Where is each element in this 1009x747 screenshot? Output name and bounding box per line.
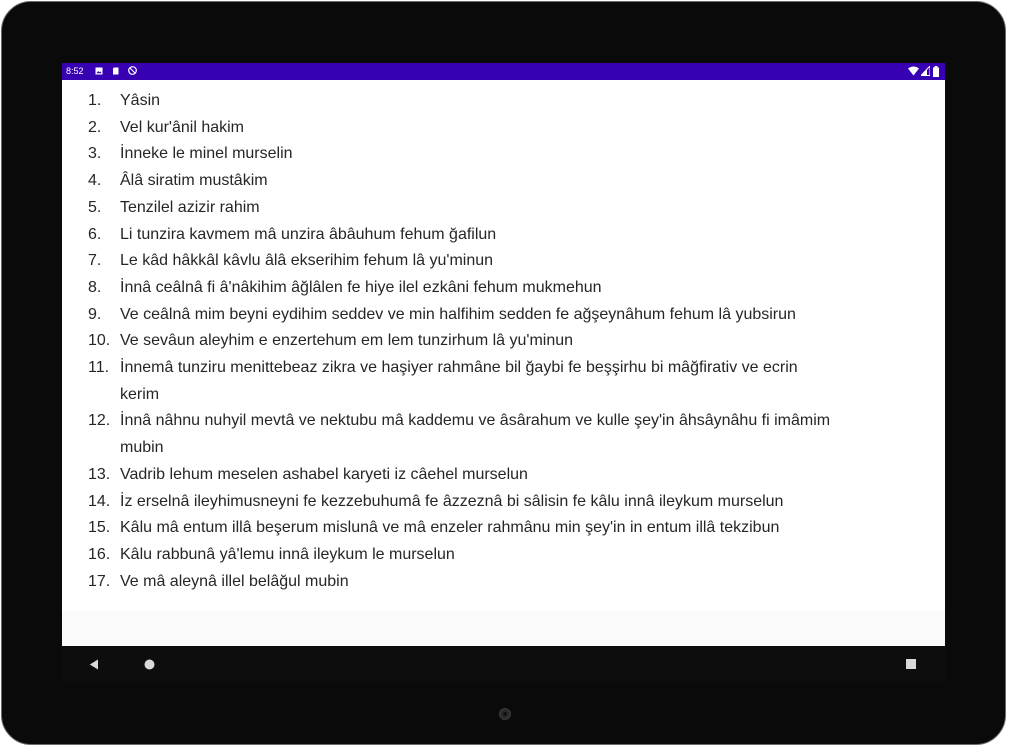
verse-number: 17. [88,572,111,590]
verse-number: 2. [88,118,102,136]
verse-number: 1. [88,92,102,109]
home-button[interactable] [144,659,155,670]
front-camera [499,708,511,720]
sim-card-icon [112,67,120,75]
list-item [62,248,840,275]
list-item [62,355,840,408]
verse-list [62,88,945,595]
verse-number: 11. [88,359,110,377]
verse-text: Âlâ siratim mustâkim [120,172,268,190]
list-item [62,328,840,355]
verse-number: 12. [88,412,111,430]
verse-number: 16. [88,545,111,563]
do-not-disturb-icon [128,66,137,75]
verse-scroll-view[interactable] [62,80,945,611]
verse-number: 3. [88,145,102,163]
verse-text: Li tunzira kavmem mâ unzira âbâuhum fehum ğafilun [120,225,497,243]
verse-number: 5. [88,198,102,216]
recents-button[interactable] [906,659,916,669]
status-time: 8:52 [66,66,84,76]
verse-text: Vel kur'ânil hakim [120,118,244,136]
verse-text: Ve ceâlnâ mim beyni eydihim seddev ve min halfihim sedden fe ağşeynâhum fehum lâ yubsirun [120,305,796,323]
list-item [62,141,840,168]
back-button[interactable] [89,659,99,670]
list-item [62,408,840,461]
list-item [62,489,840,516]
list-item [62,542,840,569]
list-item [62,462,840,489]
verse-number: 7. [88,252,102,270]
verse-text: Le kâd hâkkâl kâvlu âlâ ekserihim fehum lâ yu'minun [120,252,494,270]
verse-text: Kâlu rabbunâ yâ'lemu innâ ileykum le murselun [120,545,455,563]
verse-text: İnnâ nâhnu nuhyil mevtâ ve nektubu mâ kaddemu ve âsârahum ve kulle şey'in âhsâynâhu fi imâmim mubin [120,412,831,457]
list-item [62,275,840,302]
verse-number: 4. [88,172,102,190]
list-item [62,302,840,329]
verse-number: 14. [88,492,111,510]
list-item [62,195,840,222]
verse-text: Kâlu mâ entum illâ beşerum mislunâ ve mâ enzeler rahmânu min şey'in in entum illâ tekzibun [120,519,780,537]
list-item [62,88,840,115]
list-item [62,168,840,195]
verse-text: Tenzilel azizir rahim [120,198,260,216]
verse-text: Ve sevâun aleyhim e enzertehum em lem tunzirhum lâ yu'minun [120,332,574,350]
screen [62,63,945,683]
verse-number: 13. [88,465,111,483]
list-item [62,515,840,542]
cell-signal-icon [921,66,930,76]
verse-number: 8. [88,278,102,296]
verse-text: İnneke le minel murselin [120,145,293,163]
status-bar [62,63,945,80]
image-icon [95,67,103,75]
list-item [62,115,840,142]
list-item [62,569,840,596]
battery-icon [933,66,939,77]
verse-text: İnnemâ tunziru menittebeaz zikra ve haşiyer rahmâne bil ğaybi fe beşşirhu bi mâğfirativ ve ecrin kerim [120,359,798,403]
verse-text: Vadrib lehum meselen ashabel karyeti iz câehel murselun [120,465,528,483]
verse-number: 6. [88,225,102,243]
wifi-icon [908,66,919,76]
verse-text: Yâsin [120,92,161,109]
verse-number: 10. [88,332,111,350]
navigation-bar [62,646,945,683]
verse-text: Ve mâ aleynâ illel belâğul mubin [120,572,349,590]
verse-text: İnnâ ceâlnâ fi â'nâkihim âğlâlen fe hiye ilel ezkâni fehum mukmehun [120,278,602,296]
verse-number: 9. [88,305,102,323]
verse-text: İz erselnâ ileyhimusneyni fe kezzebuhumâ fe âzzeznâ bi sâlisin fe kâlu innâ ileykum murselun [120,492,784,510]
verse-number: 15. [88,519,111,537]
list-item [62,222,840,249]
